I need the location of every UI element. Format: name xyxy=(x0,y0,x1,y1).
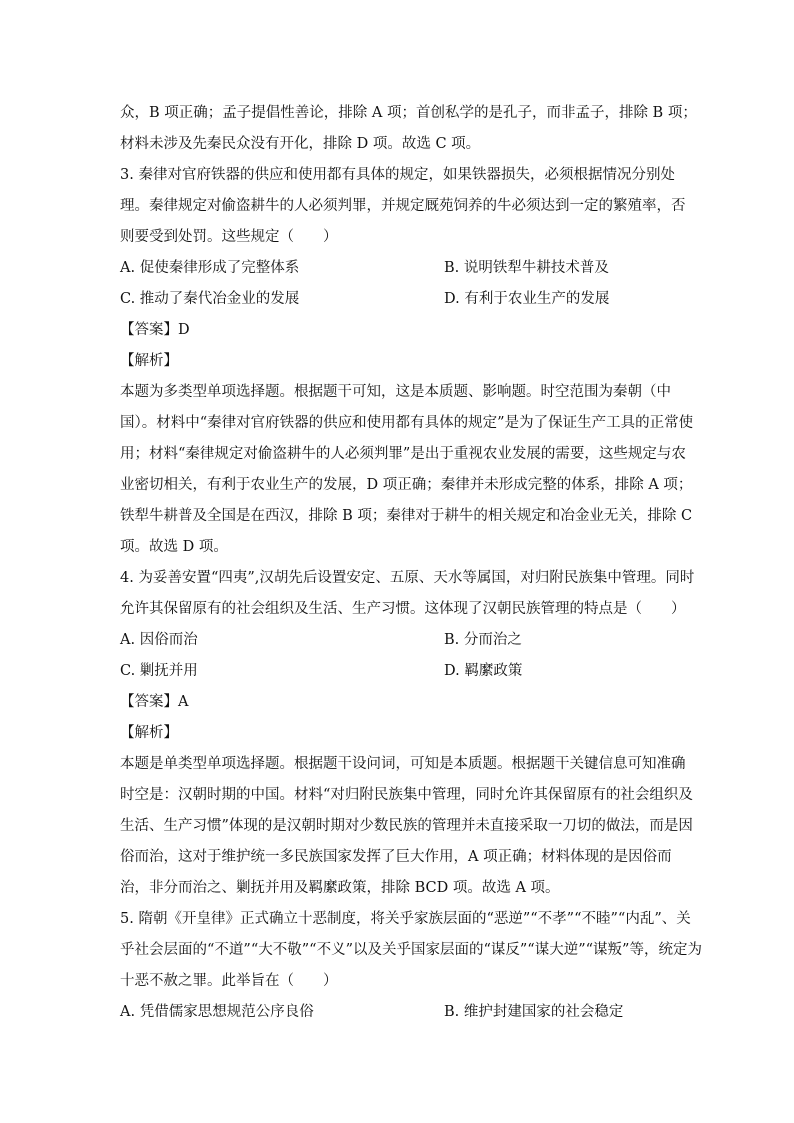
q3-stem-line: 理。秦律规定对偷盗耕牛的人必须判罪，并规定厩苑饲养的牛必须达到一定的繁殖率，否 xyxy=(120,198,686,214)
q3-analysis-line: 业密切相关，有利于农业生产的发展，D 项正确；秦律并未形成完整的体系，排除 A 项； xyxy=(120,477,693,493)
q4-options-row-1 xyxy=(120,625,680,656)
q4-option-c: C. 剿抚并用 xyxy=(120,663,198,679)
q3-analysis-line: 项。故选 D 项。 xyxy=(120,539,228,555)
q3-options-row-2 xyxy=(120,284,680,315)
q3-analysis-label: 【解析】 xyxy=(120,353,178,369)
q4-option-b: B. 分而治之 xyxy=(444,632,522,648)
q4-answer: 【答案】A xyxy=(120,694,189,710)
q4-analysis-line: 俗而治，这对于维护统一多民族国家发挥了巨大作用，A 项正确；材料体现的是因俗而 xyxy=(120,849,672,865)
q5-stem-line: 乎社会层面的“不道”“大不敬”“不义”以及关乎国家层面的“谋反”“谋大逆”“谋叛”等，统定为 xyxy=(120,942,702,958)
q5-option-a: A. 凭借儒家思想规范公序良俗 xyxy=(120,1004,314,1020)
q3-analysis-line: 本题为多类型单项选择题。根据题干可知，这是本质题、影响题。时空范围为秦朝（中 xyxy=(120,384,671,400)
q4-analysis-line: 时空是：汉朝时期的中国。材料“对归附民族集中管理，同时允许其保留原有的社会组织及 xyxy=(120,787,693,803)
q3-analysis-line: 用；材料“秦律规定对偷盗耕牛的人必须判罪”是出于重视农业发展的需要，这些规定与农 xyxy=(120,446,686,462)
q3-stem-line: 3. 秦律对官府铁器的供应和使用都有具体的规定，如果铁器损失，必须根据情况分别处 xyxy=(120,167,675,183)
q3-option-d: D. 有利于农业生产的发展 xyxy=(444,291,610,307)
q5-option-b: B. 维护封建国家的社会稳定 xyxy=(444,1004,624,1020)
q4-analysis-line: 本题是单类型单项选择题。根据题干设问词，可知是本质题。根据题干关键信息可知准确 xyxy=(120,756,686,772)
q3-option-c: C. 推动了秦代冶金业的发展 xyxy=(120,291,300,307)
q4-stem-line: 允许其保留原有的社会组织及生活、生产习惯。这体现了汉朝民族管理的特点是（ ） xyxy=(120,601,686,617)
q3-stem-line: 则要受到处罚。这些规定（ ） xyxy=(120,229,338,245)
q4-analysis-line: 生活、生产习惯”体现的是汉朝时期对少数民族的管理并未直接采取一刀切的做法，而是因 xyxy=(120,818,693,834)
q3-option-b: B. 说明铁犁牛耕技术普及 xyxy=(444,260,609,276)
q4-stem-line: 4. 为妥善安置“四夷”,汉胡先后设置安定、五原、天水等属国，对归附民族集中管理。同时 xyxy=(120,570,695,586)
q4-analysis-line: 治，非分而治之、剿抚并用及羁縻政策，排除 BCD 项。故选 A 项。 xyxy=(120,880,560,896)
q3-analysis-line: 铁犁牛耕普及全国是在西汉，排除 B 项；秦律对于耕牛的相关规定和冶金业无关，排除 C xyxy=(120,508,693,524)
document-page xyxy=(120,98,702,1028)
q5-stem-line: 5. 隋朝《开皇律》正式确立十恶制度，将关乎家族层面的“恶逆”“不孝”“不睦”“内乱”、关 xyxy=(120,911,691,927)
q4-option-a: A. 因俗而治 xyxy=(120,632,198,648)
q3-answer: 【答案】D xyxy=(120,322,190,338)
q4-analysis-label: 【解析】 xyxy=(120,725,178,741)
q4-options-row-2 xyxy=(120,656,680,687)
q5-options-row-1 xyxy=(120,997,680,1028)
intro-line: 众，B 项正确；孟子提倡性善论，排除 A 项；首创私学的是孔子，而非孟子，排除 B 项； xyxy=(120,105,697,121)
q3-option-a: A. 促使秦律形成了完整体系 xyxy=(120,260,300,276)
q5-stem-line: 十恶不赦之罪。此举旨在（ ） xyxy=(120,973,338,989)
intro-line: 材料未涉及先秦民众没有开化，排除 D 项。故选 C 项。 xyxy=(120,136,481,152)
q3-options-row-1 xyxy=(120,253,680,284)
q3-analysis-line: 国）。材料中“秦律对官府铁器的供应和使用都有具体的规定”是为了保证生产工具的正常使 xyxy=(120,415,694,431)
q4-option-d: D. 羁縻政策 xyxy=(444,663,523,679)
